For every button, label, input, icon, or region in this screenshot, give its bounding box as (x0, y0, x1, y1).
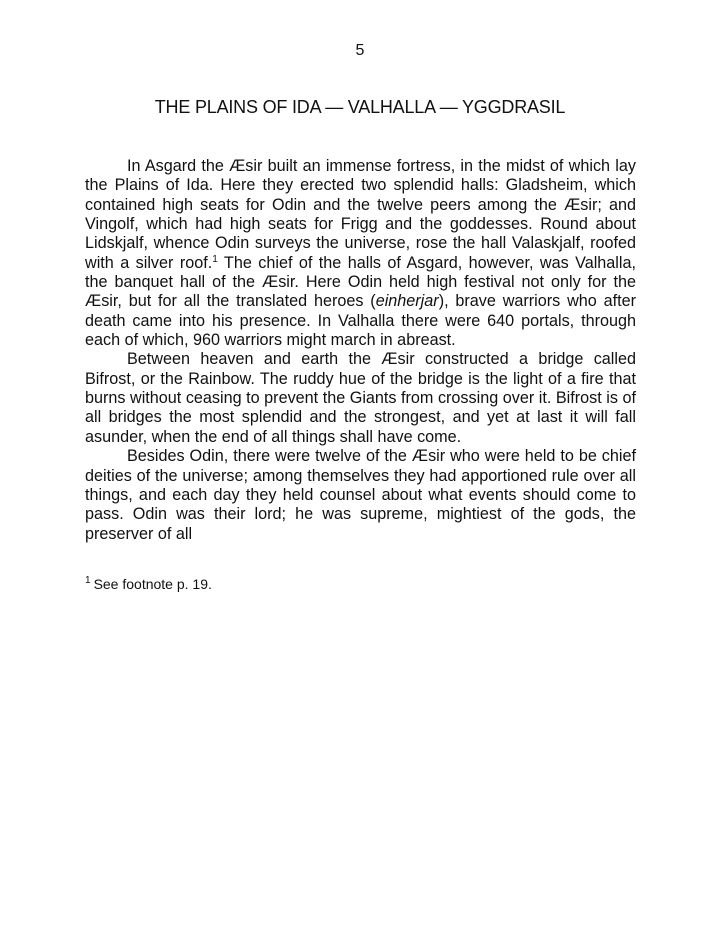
footnote-marker: 1 (85, 575, 91, 586)
chapter-title: THE PLAINS OF IDA — VALHALLA — YGGDRASIL (154, 97, 566, 117)
paragraph: Between heaven and earth the Æsir constructed a bridge called Bifrost, or the Rainbow. The ruddy hue of the bridge is the light of a fire that burns without ceasing to prevent the Giants from crossing over it. Bifrost is of all bridges the most splendid and the strongest, and yet at last it will fall asunder, when the end of all things shall have come. (85, 350, 636, 446)
paragraph-text: In Asgard the Æsir built an immense fortress, in the midst of which lay the Plains of Ida. Here they erected two splendid halls: Gladsheim, which contained high seats for Odin and the twelve peers among the Æsir; and Vingolf, which had high seats for Frigg and the goddesses. Round about Lidskjalf, whence Odin surveys the universe, rose the hall Valaskjalf, roofed with a silver roof. (85, 157, 636, 272)
footnote-reference[interactable]: 1 (212, 253, 218, 265)
italic-term: einherjar (375, 292, 439, 311)
page-number: 5 (355, 42, 365, 59)
body-text (85, 157, 636, 544)
paragraph-text: The chief of the halls of Asgard, however, was Valhalla, the banquet hall of the Æsir. Here Odin held high festival not only for the Æsir, but for all the translated heroes ( (85, 253, 636, 311)
footnote-text: See footnote p. 19. (93, 576, 212, 592)
footnote (85, 576, 212, 592)
paragraph: Besides Odin, there were twelve of the Æsir who were held to be chief deities of the universe; among themselves they had apportioned rule over all things, and each day they held counsel about what events should come to pass. Odin was their lord; he was supreme, mightiest of the gods, the preserver of all (85, 447, 636, 543)
paragraph (85, 157, 636, 350)
paragraph-text: ), brave warriors who after death came into his presence. In Valhalla there were 640 portals, through each of which, 960 warriors might march in abreast. (85, 292, 636, 350)
